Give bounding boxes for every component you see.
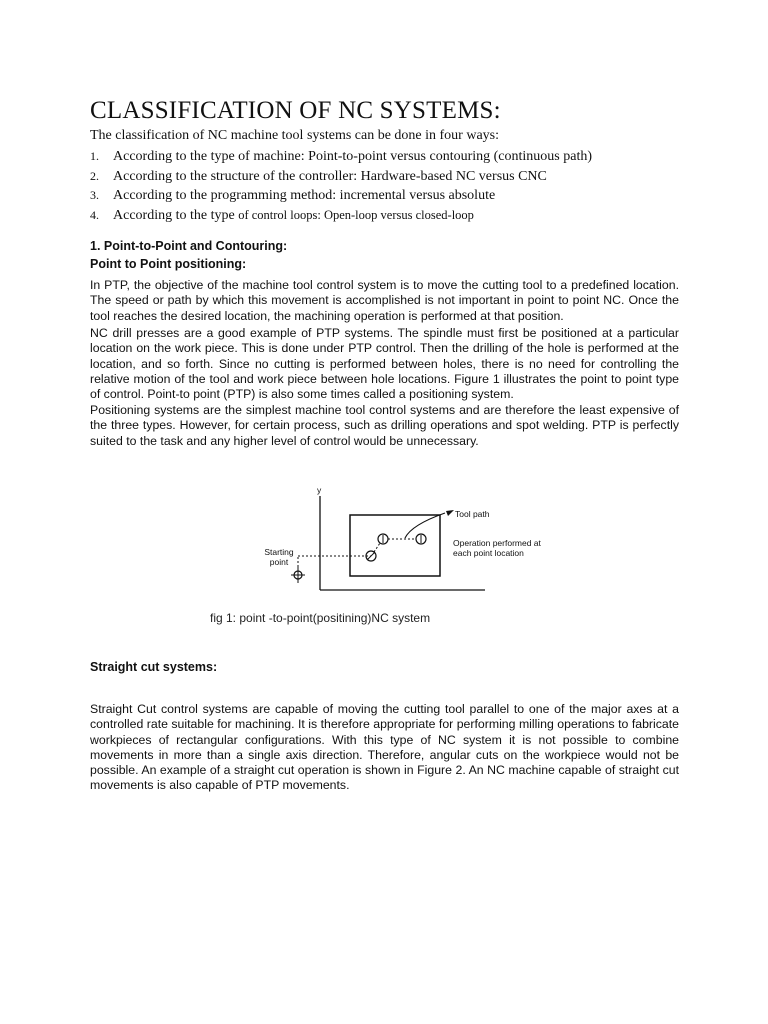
- path-segment: [374, 543, 380, 552]
- paragraph-ptp-objective: In PTP, the objective of the machine tool control system is to move the cutting tool to a predefined location. The speed or path by which this movement is accomplished is not important in point to point NC. Once the tool reaches the desired location, the machining operation is performed at that position.: [90, 278, 679, 323]
- workpiece-rect: [350, 515, 440, 576]
- operation-label: Operation performed at each point location: [453, 538, 541, 558]
- list-text: According to the programming method: incremental versus absolute: [113, 188, 496, 203]
- list-item: [90, 186, 592, 206]
- paragraph-positioning-systems: Positioning systems are the simplest machine tool control systems and are therefore the least expensive of the three types. However, for certain process, such as drilling operations and spot welding. PTP is perfectly suited to the task and any higher level of control would be unnecessary.: [90, 403, 679, 448]
- list-number: 2.: [90, 168, 99, 183]
- tool-path-label: Tool path: [455, 509, 490, 519]
- list-text: According to the type of machine: Point-to-point versus contouring (continuous path): [113, 149, 593, 164]
- list-item: [90, 167, 592, 187]
- figure-ptp-diagram: [250, 480, 570, 630]
- page-title: CLASSIFICATION OF NC SYSTEMS:: [90, 97, 501, 124]
- y-axis-label: y: [317, 485, 322, 495]
- list-item: [90, 206, 592, 226]
- intro-text: The classification of NC machine tool systems can be done in four ways:: [90, 128, 500, 143]
- starting-point-label: Starting point: [264, 547, 294, 567]
- list-item: [90, 147, 592, 167]
- paragraph-drill-presses: NC drill presses are a good example of PTP systems. The spindle must first be positioned at a particular location on the work piece. This is done under PTP control. Then the drilling of the hole is performed at the location, and so forth. Since no cutting is performed between holes, there is no need for controlling the relative motion of the tool and work piece between hole locations. Figure 1 illustrates the point to point type of control. Point-to point (PTP) is also some times called a positioning system.: [90, 326, 679, 402]
- classification-list: [90, 147, 592, 225]
- list-number: 3.: [90, 188, 99, 202]
- figure-caption: fig 1: point -to-point(positining)NC system: [210, 611, 431, 625]
- tool-path-leader-line: [405, 513, 445, 538]
- list-number: 4.: [90, 207, 99, 222]
- list-text-small: of control loops: Open-loop versus closed-loop: [238, 207, 474, 222]
- tool-path-arrowhead: [446, 510, 454, 516]
- list-text: According to the structure of the controller: Hardware-based NC versus CNC: [113, 168, 547, 184]
- hole-location-marker: [416, 534, 426, 544]
- list-text: According to the type: [113, 207, 239, 223]
- paragraph-straight-cut: Straight Cut control systems are capable of moving the cutting tool parallel to one of the major axes at a controlled rate suitable for machining. It is therefore appropriate for performing milling operations to fabricate workpieces of rectangular configurations. With this type of NC system it is not possible to combine movements in more than a single axis direction. Therefore, angular cuts on the workpiece would not be possible. An example of a straight cut operation is shown in Figure 2. An NC machine capable of straight cut movements is also capable of PTP movements.: [90, 702, 679, 793]
- subheading-ptp-positioning: Point to Point positioning:: [90, 257, 247, 271]
- section-heading-straight-cut: Straight cut systems:: [90, 660, 218, 674]
- section-heading-ptp-contouring: 1. Point-to-Point and Contouring:: [90, 239, 288, 253]
- list-number: 1.: [90, 149, 99, 163]
- hole-location-marker: [378, 534, 388, 544]
